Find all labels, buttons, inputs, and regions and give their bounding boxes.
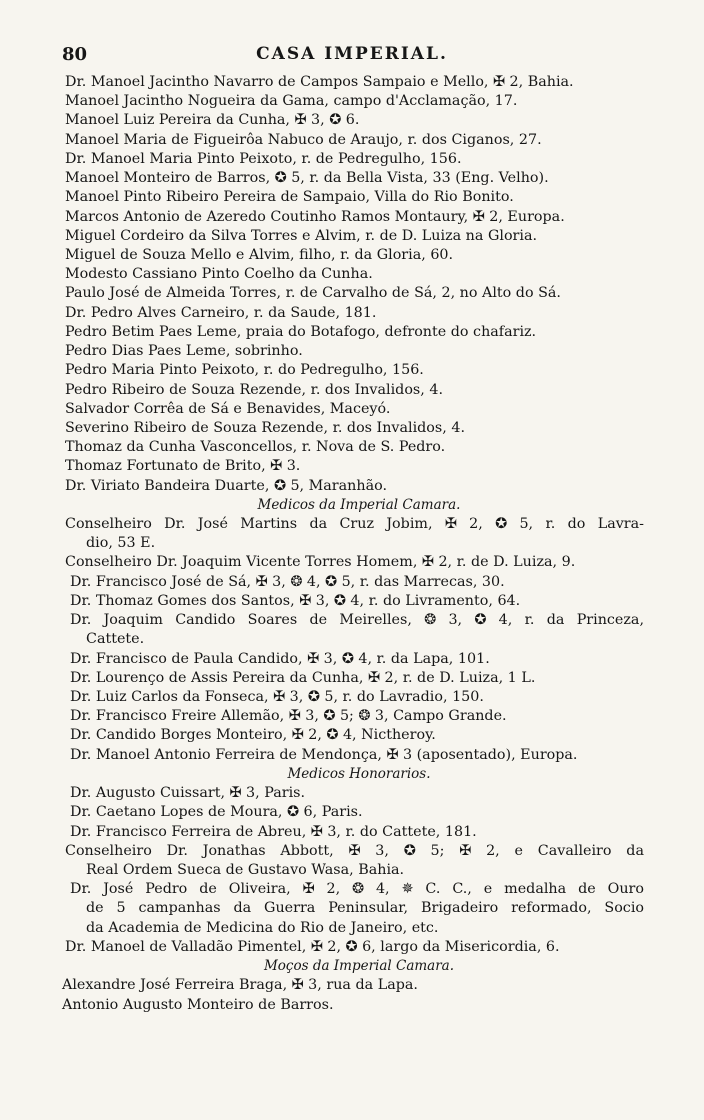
text-line: Pedro Dias Paes Leme, sobrinho. [65, 343, 303, 360]
text-line: Miguel Cordeiro da Silva Torres e Alvim, r. de D. Luiza na Gloria. [65, 227, 538, 244]
page-header [62, 44, 642, 68]
text-line: Cattete. [86, 631, 145, 648]
text-line: Pedro Betim Paes Leme, praia do Botafogo, defronte do chafariz. [65, 323, 537, 340]
text-line: Dr. Francisco Freire Allemão, ✠ 3, ✪ 5; ❂ 3, Campo Grande. [70, 708, 507, 725]
text-line: Dr. Francisco de Paula Candido, ✠ 3, ✪ 4, r. da Lapa, 101. [70, 650, 490, 667]
section-heading: Medicos Honorarios. [287, 765, 431, 782]
section-heading: Moços da Imperial Camara. [263, 958, 455, 975]
text-line: Salvador Corrêa de Sá e Benavides, Maceyó. [65, 400, 391, 417]
text-line: Alexandre José Ferreira Braga, ✠ 3, rua da Lapa. [62, 977, 418, 994]
running-title: CASA IMPERIAL. [256, 44, 448, 64]
text-line: de 5 campanhas da Guerra Peninsular, Brigadeiro reformado, Socio [86, 900, 644, 917]
text-line: Manoel Maria de Figueirôa Nabuco de Araujo, r. dos Ciganos, 27. [65, 131, 542, 148]
text-line: Dr. Candido Borges Monteiro, ✠ 2, ✪ 4, Nictheroy. [70, 727, 436, 744]
text-line: Conselheiro Dr. Joaquim Vicente Torres Homem, ✠ 2, r. de D. Luiza, 9. [65, 554, 576, 571]
text-line: Manoel Jacintho Nogueira da Gama, campo d'Acclamação, 17. [65, 93, 518, 110]
text-line: Dr. Manoel Maria Pinto Peixoto, r. de Pedregulho, 156. [65, 150, 462, 167]
text-line: Antonio Augusto Monteiro de Barros. [62, 996, 334, 1013]
text-line: Marcos Antonio de Azeredo Coutinho Ramos Montaury, ✠ 2, Europa. [65, 208, 565, 225]
text-line: Manoel Monteiro de Barros, ✪ 5, r. da Bella Vista, 33 (Eng. Velho). [65, 170, 549, 187]
text-line: Dr. Lourenço de Assis Pereira da Cunha, ✠ 2, r. de D. Luiza, 1 L. [70, 669, 536, 686]
text-line: da Academia de Medicina do Rio de Janeiro, etc. [86, 919, 439, 936]
text-line: Paulo José de Almeida Torres, r. de Carvalho de Sá, 2, no Alto do Sá. [65, 285, 561, 302]
section-heading: Medicos da Imperial Camara. [257, 496, 461, 513]
text-line: Dr. Francisco Ferreira de Abreu, ✠ 3, r. do Cattete, 181. [70, 823, 477, 840]
text-line: Conselheiro Dr. José Martins da Cruz Jobim, ✠ 2, ✪ 5, r. do Lavra- [65, 516, 644, 533]
text-line: Dr. Manoel Antonio Ferreira de Mendonça, ✠ 3 (aposentado), Europa. [70, 746, 578, 763]
text-line: Pedro Ribeiro de Souza Rezende, r. dos Invalidos, 4. [65, 381, 444, 398]
text-line: Dr. Caetano Lopes de Moura, ✪ 6, Paris. [70, 804, 363, 821]
text-line: Manoel Pinto Ribeiro Pereira de Sampaio, Villa do Rio Bonito. [65, 189, 514, 206]
text-line: Dr. Luiz Carlos da Fonseca, ✠ 3, ✪ 5, r. do Lavradio, 150. [70, 689, 484, 705]
page-number: 80 [62, 44, 88, 65]
document-body [62, 73, 644, 1015]
text-line: Miguel de Souza Mello e Alvim, filho, r. da Gloria, 60. [65, 246, 454, 263]
text-line: Dr. Pedro Alves Carneiro, r. da Saude, 181. [65, 304, 377, 321]
text-line: Dr. Augusto Cuissart, ✠ 3, Paris. [70, 785, 306, 802]
text-line: dio, 53 E. [86, 535, 156, 552]
text-line: Dr. Manoel de Valladão Pimentel, ✠ 2, ✪ 6, largo da Misericordia, 6. [65, 938, 560, 955]
text-line: Dr. Francisco José de Sá, ✠ 3, ❂ 4, ✪ 5, r. das Marrecas, 30. [70, 573, 505, 590]
text-line: Dr. Viriato Bandeira Duarte, ✪ 5, Maranhão. [65, 477, 388, 494]
text-line: Severino Ribeiro de Souza Rezende, r. dos Invalidos, 4. [65, 419, 465, 436]
text-line: Real Ordem Sueca de Gustavo Wasa, Bahia. [86, 861, 405, 878]
text-line: Conselheiro Dr. Jonathas Abbott, ✠ 3, ✪ 5; ✠ 2, e Cavalleiro da [65, 842, 644, 859]
text-line: Dr. Thomaz Gomes dos Santos, ✠ 3, ✪ 4, r. do Livramento, 64. [70, 592, 521, 609]
text-line: Manoel Luiz Pereira da Cunha, ✠ 3, ✪ 6. [65, 112, 360, 129]
text-line: Dr. Joaquim Candido Soares de Meirelles, ❂ 3, ✪ 4, r. da Princeza, [70, 612, 644, 629]
text-line: Thomaz da Cunha Vasconcellos, r. Nova de S. Pedro. [65, 439, 446, 456]
text-line: Pedro Maria Pinto Peixoto, r. do Pedregulho, 156. [65, 362, 424, 379]
text-line: Modesto Cassiano Pinto Coelho da Cunha. [65, 266, 373, 283]
text-line: Dr. Manoel Jacintho Navarro de Campos Sampaio e Mello, ✠ 2, Bahia. [65, 74, 574, 90]
text-line: Dr. José Pedro de Oliveira, ✠ 2, ❂ 4, ✵ C. C., e medalha de Ouro [70, 881, 644, 898]
text-line: Thomaz Fortunato de Brito, ✠ 3. [65, 458, 301, 475]
